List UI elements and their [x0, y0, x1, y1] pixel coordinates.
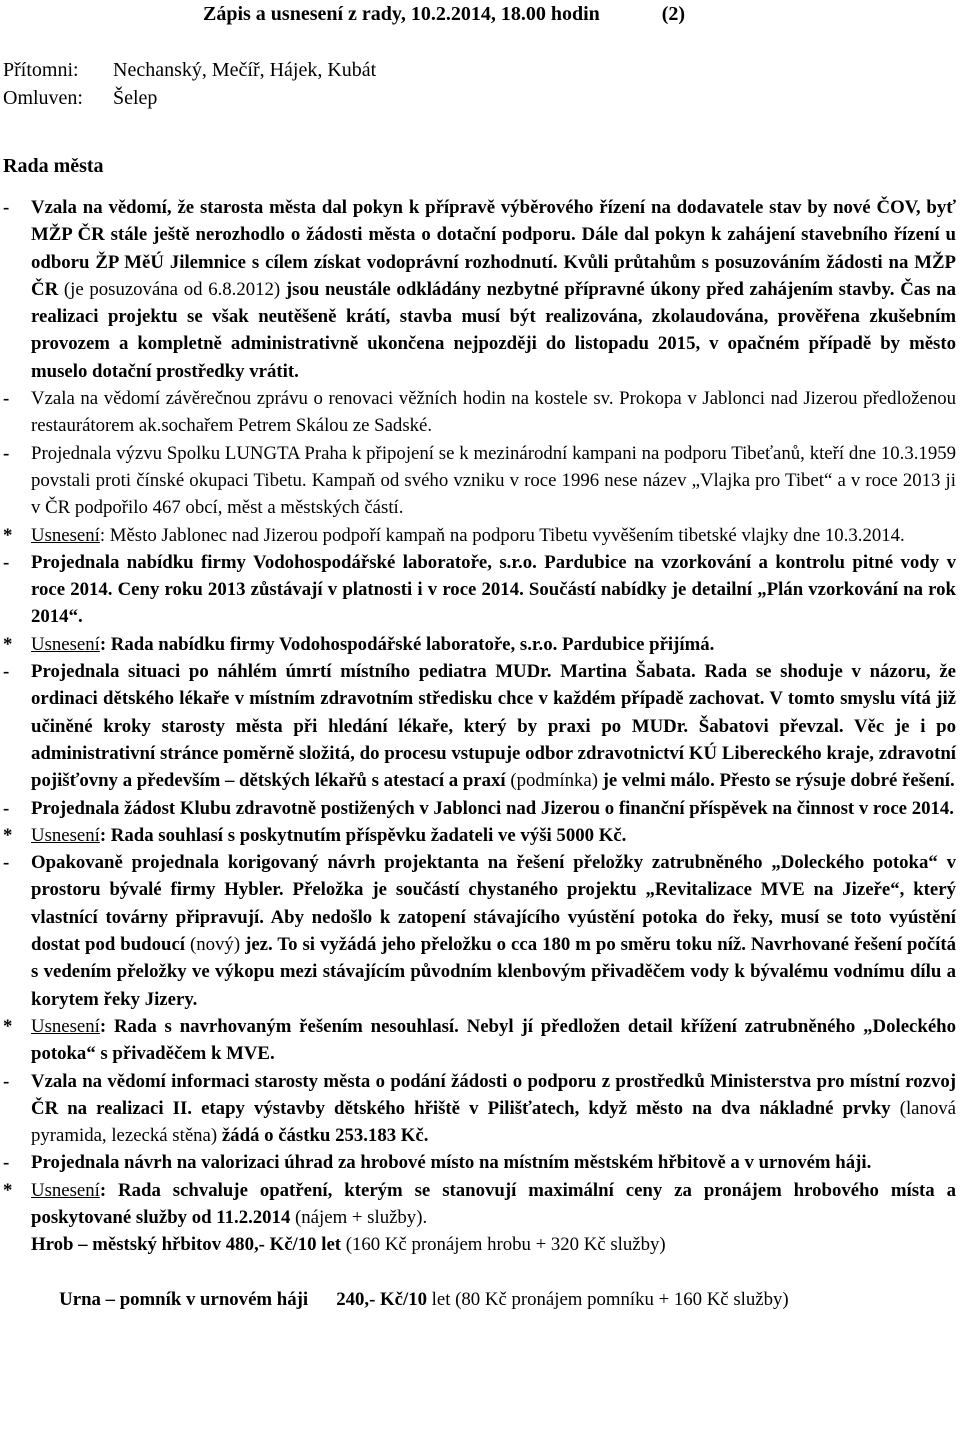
minutes-body [3, 194, 956, 1340]
item-text: jez. To si vyžádá jeho přeložku o cca 180 m po směru toku níž. Navrhované řešení počítá s vedením přeložky ve výkopu mezi stávajícím původním klenbovým přivaděčem vody k bývalému vodnímu dílu a korytem řeky Jizery. [31, 934, 956, 1010]
item-text: : Město Jablonec nad Jizerou podpoří kampaň na podporu Tibetu vyvěšením tibetské vlajky dne 10.3.2014. [99, 524, 905, 546]
item-text: Vzala na vědomí závěrečnou zprávu o renovaci věžních hodin na kostele sv. Prokopa v Jablonci nad Jizerou předloženou restaurátorem ak.sochařem Petrem Skálou ze Sadské. [31, 388, 956, 437]
attendance-present [3, 56, 376, 84]
resolution-item [3, 631, 956, 658]
item-note: (nájem + služby). [290, 1206, 428, 1228]
price-label: Urna – pomník v urnovém háji 240,- Kč/10 [59, 1288, 427, 1310]
present-names: Nechanský, Mečíř, Hájek, Kubát [113, 59, 377, 81]
header-title: Zápis a usnesení z rady, 10.2.2014, 18.00 hodin [203, 3, 600, 25]
resolution-item [3, 1177, 956, 1232]
item-text: : Rada nabídku firmy Vodohospodářské laboratoře, s.r.o. Pardubice přijímá. [99, 633, 715, 655]
item-note: (nový) [185, 934, 246, 956]
item-text: Projednala situaci po náhlém úmrtí místního pediatra MUDr. Martina Šabata. Rada se shoduje v názoru, že ordinaci dětského lékaře v místním zdravotním středisku chce v každém případě zachovat. V tomto smyslu vítá již učiněné kroky starosty města při hledání lékaře, který by praxi po MUDr. Šabatovi převzal. Věc je i po administrativní stránce poměrně složitá, do procesu vstupuje odbor zdravotnictví KÚ Libereckého kraje, zdravotní pojišťovny a především – dětských lékařů s atestací a praxí [31, 661, 956, 792]
resolution-label: Usnesení [31, 824, 100, 846]
item-text: je velmi málo. Přesto se rýsuje dobré řešení. [602, 770, 955, 792]
item-text: : Rada schvaluje opatření, kterým se stanovují maximální ceny za pronájem hrobového místa a poskytované služby od 11.2.2014 [31, 1179, 956, 1228]
item-text: : Rada souhlasí s poskytnutím příspěvku žadateli ve výši 5000 Kč. [99, 824, 627, 846]
item-text: Projednala výzvu Spolku LUNGTA Praha k připojení se k mezinárodní kampani na podporu Tibeťanů, kteří dne 10.3.1959 povstali proti čínské okupaci Tibetu. Kampaň od svého vzniku v roce 1996 nese název „Vlajka pro Tibet“ a v roce 2013 ji v ČR podpořilo 467 obcí, měst a městských částí. [31, 442, 956, 519]
price-detail: (160 Kč pronájem hrobu + 320 Kč služby) [341, 1234, 666, 1256]
resolution-item [3, 522, 956, 549]
item-marker: * [3, 633, 13, 655]
resolution-label: Usnesení [31, 1179, 100, 1201]
resolution-label: Usnesení [31, 1015, 100, 1037]
item-marker: * [3, 1179, 13, 1201]
resolution-item [3, 822, 956, 849]
absent-names: Šelep [113, 87, 158, 109]
list-item [3, 549, 956, 631]
item-marker: - [3, 551, 10, 573]
item-marker: - [3, 661, 10, 683]
list-item [3, 849, 956, 1013]
item-text: žádá o částku 253.183 Kč. [221, 1125, 429, 1147]
price-detail: let (80 Kč pronájem pomníku + 160 Kč služby) [426, 1288, 789, 1310]
item-marker: - [3, 1152, 10, 1174]
item-note: (podmínka) [505, 770, 603, 792]
resolution-label: Usnesení [31, 633, 100, 655]
item-note: (je posuzována od 6.8.2012) [58, 278, 286, 300]
resolution-item [3, 1013, 956, 1068]
attendance-absent [3, 84, 157, 112]
list-item [3, 658, 956, 794]
item-text: Vzala na vědomí informaci starosty města o podání žádosti o podporu z prostředků Ministerstva pro místní rozvoj ČR na realizaci II. etapy výstavby dětského hřiště v Pilišťatech, když město na dva nákladné prvky [31, 1070, 956, 1119]
list-item [3, 385, 956, 440]
list-item [3, 440, 956, 522]
item-text: Opakovaně projednala korigovaný návrh projektanta na řešení přeložky zatrubněného „Doleckého potoka“ v prostoru bývalé firmy Hybler. Přeložka je součástí chystaného projektu „Revitalizace MVE na Jizeře“, který vlastnící továrny připravují. Aby nedošlo k zatopení stávajícího vyústění potoka do řeky, musí se toto vyústění dostat pod budoucí [31, 852, 956, 956]
present-label: Přítomni: [3, 59, 79, 81]
list-item [3, 194, 956, 385]
item-marker: - [3, 852, 10, 874]
list-item [3, 1068, 956, 1150]
item-marker: - [3, 197, 10, 218]
item-marker: * [3, 524, 13, 546]
price-line-urna [3, 1259, 956, 1341]
item-text: Projednala návrh na valorizaci úhrad za hrobové místo na místním městském hřbitově a v urnovém háji. [31, 1152, 872, 1174]
item-text: Projednala nabídku firmy Vodohospodářské laboratoře, s.r.o. Pardubice na vzorkování a kontrolu pitné vody v roce 2014. Ceny roku 2013 zůstávají v platnosti i v roce 2014. Součástí nabídky je detailní „Plán vzorkování na rok 2014“. [31, 551, 956, 628]
item-marker: * [3, 1015, 13, 1037]
list-item [3, 1149, 956, 1176]
item-text: jsou neustále odkládány nezbytné přípravné úkony před zahájením stavby. Čas na realizaci projektu se však neutěšeně krátí, stavba musí být realizována, zkolaudována, prověřena zkušebním provozem a kompletně administrativně ukončena nejpozději do listopadu 2015, v opačném případě by město muselo dotační prostředky vrátit. [31, 278, 957, 382]
list-item [3, 795, 956, 822]
absent-label: Omluven: [3, 87, 83, 109]
item-text: Projednala žádost Klubu zdravotně postižených v Jablonci nad Jizerou o finanční příspěvek na činnost v roce 2014. [31, 797, 954, 819]
item-text: : Rada s navrhovaným řešením nesouhlasí. Nebyl jí předložen detail křížení zatrubněného „Doleckého potoka“ s přivaděčem k MVE. [31, 1015, 956, 1065]
item-marker: - [3, 442, 10, 464]
section-title: Rada města [3, 155, 104, 177]
item-marker: - [3, 388, 10, 410]
page-number: (2) [661, 3, 686, 25]
price-label: Hrob – městský hřbitov 480,- Kč/10 let [31, 1234, 342, 1256]
item-note: (lanová pyramida, lezecká stěna) [31, 1097, 957, 1147]
resolution-label: Usnesení [31, 524, 100, 546]
price-line-hrob [3, 1231, 956, 1258]
document-header [203, 2, 685, 26]
item-marker: - [3, 797, 10, 819]
item-text: Vzala na vědomí, že starosta města dal pokyn k přípravě výběrového řízení na dodavatele stav by nové ČOV, byť MŽP ČR stále ještě nerozhodlo o žádosti města o dotační podporu. Dále dal pokyn k zahájení stavebního řízení u odboru ŽP MěÚ Jilemnice s cílem získat vodoprávní rozhodnutí. Kvůli průtahům s posuzováním žádosti na MŽP ČR [31, 197, 956, 300]
item-marker: * [3, 824, 13, 846]
item-marker: - [3, 1070, 10, 1092]
